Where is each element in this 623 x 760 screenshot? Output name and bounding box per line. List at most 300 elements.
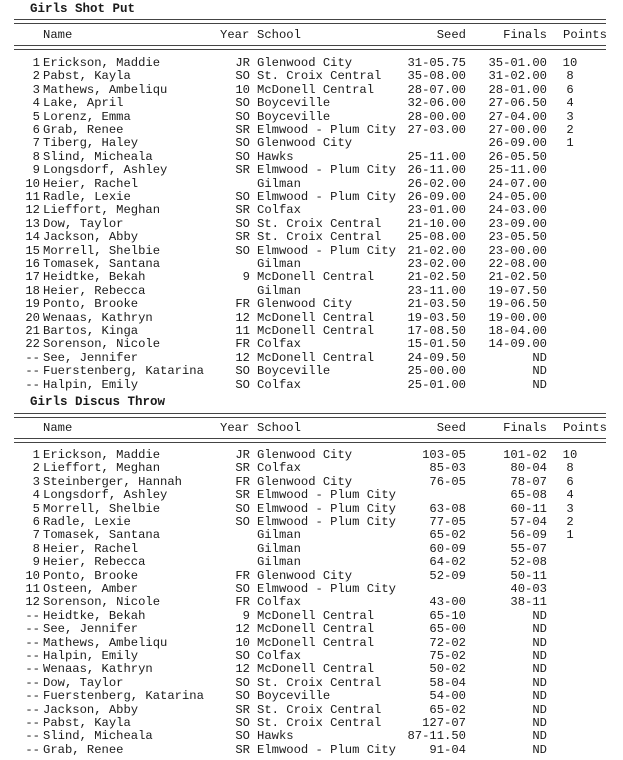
seed-mark: 85-03: [429, 461, 466, 476]
table-row: [0, 623, 623, 636]
finals-mark: 78-07: [510, 474, 547, 489]
result-place: --: [25, 622, 40, 637]
result-place: --: [25, 675, 40, 690]
result-place: 21: [25, 324, 40, 338]
athlete-year: SO: [235, 729, 250, 744]
seed-mark: 50-02: [429, 662, 466, 677]
result-place: 8: [32, 541, 40, 556]
seed-mark: 65-10: [429, 608, 466, 623]
school-name: St. Croix Central: [257, 675, 382, 690]
school-name: Gilman: [257, 555, 301, 570]
table-row: [0, 70, 623, 83]
athlete-year: SO: [235, 675, 250, 690]
seed-mark: 72-02: [429, 635, 466, 650]
points-value: 8: [566, 461, 574, 476]
athlete-year: SO: [235, 582, 250, 596]
finals-mark: 21-02.50: [488, 270, 547, 285]
event-title: Girls Shot Put: [30, 2, 136, 16]
athlete-year: SR: [235, 742, 250, 757]
points-value: 2: [566, 515, 574, 529]
athlete-year: JR: [235, 56, 250, 70]
finals-mark: 22-08.00: [488, 257, 547, 271]
athlete-name: Heidtke, Bekah: [43, 608, 146, 623]
athlete-year: 12: [235, 662, 250, 677]
athlete-name: Sorenson, Nicole: [43, 595, 161, 610]
school-name: McDonell Central: [257, 662, 375, 677]
athlete-name: Wenaas, Kathryn: [43, 662, 153, 677]
athlete-year: SR: [235, 461, 250, 476]
seed-mark: 26-09.00: [407, 190, 466, 204]
result-place: --: [25, 364, 40, 379]
athlete-year: SO: [235, 649, 250, 663]
result-place: 16: [25, 257, 40, 271]
result-place: 9: [32, 555, 40, 570]
result-place: 12: [25, 203, 40, 218]
result-place: 10: [25, 568, 40, 583]
finals-mark: 26-09.00: [488, 136, 547, 151]
athlete-name: Dow, Taylor: [43, 216, 124, 231]
table-row: [0, 298, 623, 311]
school-name: McDonell Central: [257, 622, 375, 637]
table-row: [0, 124, 623, 137]
school-name: Colfax: [257, 377, 301, 392]
school-name: McDonell Central: [257, 82, 375, 97]
result-place: 4: [32, 488, 40, 503]
athlete-name: Halpin, Emily: [43, 649, 139, 663]
seed-mark: 28-07.00: [407, 82, 466, 97]
seed-mark: 25-11.00: [407, 149, 466, 164]
school-name: St. Croix Central: [257, 716, 382, 730]
athlete-year: FR: [235, 337, 250, 352]
result-place: 13: [25, 216, 40, 231]
seed-mark: 76-05: [429, 474, 466, 489]
athlete-year: SR: [235, 203, 250, 218]
seed-mark: 35-08.00: [407, 69, 466, 84]
athlete-year: SR: [235, 230, 250, 245]
athlete-year: SO: [235, 243, 250, 258]
athlete-year: SO: [235, 689, 250, 704]
athlete-name: Heidtke, Bekah: [43, 270, 146, 285]
school-name: McDonell Central: [257, 635, 375, 650]
table-row: [0, 365, 623, 378]
finals-mark: 27-00.00: [488, 123, 547, 137]
result-place: --: [25, 716, 40, 730]
athlete-name: Bartos, Kinga: [43, 324, 139, 338]
seed-mark: 91-04: [429, 742, 466, 757]
seed-mark: 75-02: [429, 649, 466, 663]
result-place: --: [25, 377, 40, 392]
seed-mark: 23-02.00: [407, 257, 466, 271]
seed-mark: 87-11.50: [407, 729, 466, 744]
athlete-name: Erickson, Maddie: [43, 56, 161, 70]
finals-mark: 60-11: [510, 501, 547, 516]
athlete-name: Slind, Micheala: [43, 729, 153, 744]
seed-mark: 127-07: [422, 716, 466, 730]
athlete-year: FR: [235, 568, 250, 583]
seed-mark: 21-03.50: [407, 297, 466, 312]
athlete-year: SO: [235, 136, 250, 151]
finals-mark: 38-11: [510, 595, 547, 610]
school-name: Gilman: [257, 541, 301, 556]
result-place: 7: [32, 528, 40, 543]
athlete-name: Steinberger, Hannah: [43, 474, 182, 489]
athlete-name: Jackson, Abby: [43, 230, 139, 245]
seed-mark: 17-08.50: [407, 324, 466, 338]
result-place: 10: [25, 176, 40, 191]
athlete-name: Fuerstenberg, Katarina: [43, 364, 204, 379]
school-name: Elmwood - Plum City: [257, 243, 396, 258]
seed-mark: 25-01.00: [407, 377, 466, 392]
table-row: [0, 503, 623, 516]
finals-mark: 19-07.50: [488, 283, 547, 298]
table-row: [0, 744, 623, 757]
seed-mark: 43-00: [429, 595, 466, 610]
result-place: --: [25, 662, 40, 677]
athlete-year: SO: [235, 364, 250, 379]
table-row: [0, 570, 623, 583]
seed-mark: 52-09: [429, 568, 466, 583]
school-name: Glenwood City: [257, 136, 353, 151]
athlete-year: FR: [235, 595, 250, 610]
school-name: Gilman: [257, 176, 301, 191]
finals-mark: 80-04: [510, 461, 547, 476]
result-place: 3: [32, 474, 40, 489]
finals-mark: ND: [532, 377, 547, 392]
athlete-year: 12: [235, 622, 250, 637]
table-row: [0, 178, 623, 191]
table-row: [0, 650, 623, 663]
result-place: 3: [32, 82, 40, 97]
athlete-name: Lorenz, Emma: [43, 109, 131, 124]
seed-mark: 25-00.00: [407, 364, 466, 379]
finals-mark: 26-05.50: [488, 149, 547, 164]
athlete-year: FR: [235, 297, 250, 312]
finals-mark: ND: [532, 622, 547, 637]
seed-mark: 28-00.00: [407, 109, 466, 124]
school-name: Gilman: [257, 283, 301, 298]
seed-mark: 77-05: [429, 515, 466, 529]
table-row: [0, 677, 623, 690]
result-place: --: [25, 729, 40, 744]
school-name: Boyceville: [257, 109, 331, 124]
table-row: [0, 285, 623, 298]
school-name: McDonell Central: [257, 270, 375, 285]
finals-mark: 23-05.50: [488, 230, 547, 245]
seed-mark: 32-06.00: [407, 96, 466, 111]
athlete-year: SO: [235, 149, 250, 164]
athlete-year: JR: [235, 448, 250, 462]
athlete-year: 9: [242, 608, 250, 623]
result-place: 1: [32, 448, 40, 462]
seed-mark: 31-05.75: [407, 56, 466, 70]
finals-mark: 24-05.00: [488, 190, 547, 204]
points-value: 6: [566, 82, 574, 97]
result-place: 15: [25, 243, 40, 258]
table-row: [0, 543, 623, 556]
finals-mark: 31-02.00: [488, 69, 547, 84]
school-name: Colfax: [257, 337, 301, 352]
school-name: Elmwood - Plum City: [257, 742, 396, 757]
finals-mark: 19-00.00: [488, 310, 547, 325]
table-row: [0, 338, 623, 351]
table-row: [0, 516, 623, 529]
finals-mark: ND: [532, 662, 547, 677]
athlete-year: 9: [242, 270, 250, 285]
table-row: [0, 462, 623, 475]
school-name: St. Croix Central: [257, 702, 382, 717]
result-place: 5: [32, 109, 40, 124]
table-row: [0, 379, 623, 392]
col-points: Points: [563, 421, 607, 435]
school-name: Glenwood City: [257, 474, 353, 489]
school-name: Elmwood - Plum City: [257, 488, 396, 503]
finals-mark: 18-04.00: [488, 324, 547, 338]
table-row: [0, 204, 623, 217]
athlete-name: Mathews, Ambeliqu: [43, 635, 168, 650]
table-row: [0, 97, 623, 110]
school-name: Gilman: [257, 528, 301, 543]
col-school: School: [257, 28, 301, 42]
table-row: [0, 476, 623, 489]
table-row: [0, 556, 623, 569]
finals-mark: 50-11: [510, 568, 547, 583]
athlete-name: Heier, Rachel: [43, 176, 139, 191]
result-place: --: [25, 702, 40, 717]
finals-mark: 56-09: [510, 528, 547, 543]
school-name: St. Croix Central: [257, 230, 382, 245]
athlete-name: Tiberg, Haley: [43, 136, 139, 151]
column-header-row: [0, 422, 623, 435]
finals-mark: 19-06.50: [488, 297, 547, 312]
finals-mark: 23-00.00: [488, 243, 547, 258]
finals-mark: ND: [532, 608, 547, 623]
seed-mark: 63-08: [429, 501, 466, 516]
result-place: 7: [32, 136, 40, 151]
athlete-year: SR: [235, 123, 250, 137]
result-place: 6: [32, 123, 40, 137]
header-top-rule: [14, 19, 606, 24]
seed-mark: 103-05: [422, 448, 466, 462]
school-name: Elmwood - Plum City: [257, 515, 396, 529]
school-name: Elmwood - Plum City: [257, 163, 396, 178]
school-name: Glenwood City: [257, 297, 353, 312]
seed-mark: 26-11.00: [407, 163, 466, 178]
school-name: Colfax: [257, 595, 301, 610]
table-row: [0, 137, 623, 150]
school-name: Boyceville: [257, 689, 331, 704]
points-value: 1: [566, 528, 574, 543]
table-row: [0, 325, 623, 338]
athlete-name: Slind, Micheala: [43, 149, 153, 164]
result-place: 11: [25, 190, 40, 204]
seed-mark: 19-03.50: [407, 310, 466, 325]
school-name: Elmwood - Plum City: [257, 582, 396, 596]
finals-mark: 24-03.00: [488, 203, 547, 218]
finals-mark: 28-01.00: [488, 82, 547, 97]
result-place: --: [25, 689, 40, 704]
seed-mark: 65-02: [429, 528, 466, 543]
table-row: [0, 245, 623, 258]
athlete-year: SR: [235, 163, 250, 178]
result-place: 2: [32, 69, 40, 84]
athlete-year: 10: [235, 635, 250, 650]
col-seed: Seed: [436, 421, 466, 435]
result-place: --: [25, 608, 40, 623]
athlete-name: Halpin, Emily: [43, 377, 139, 392]
table-row: [0, 57, 623, 70]
table-row: [0, 489, 623, 502]
school-name: Colfax: [257, 649, 301, 663]
result-place: --: [25, 635, 40, 650]
result-place: 4: [32, 96, 40, 111]
result-place: 18: [25, 283, 40, 298]
col-year: Year: [220, 421, 250, 435]
school-name: Hawks: [257, 149, 294, 164]
header-bottom-rule: [14, 45, 606, 50]
table-row: [0, 352, 623, 365]
seed-mark: 65-02: [429, 702, 466, 717]
seed-mark: 23-11.00: [407, 283, 466, 298]
seed-mark: 21-02.50: [407, 270, 466, 285]
result-place: 11: [25, 582, 40, 596]
finals-mark: ND: [532, 689, 547, 704]
athlete-name: Radle, Lexie: [43, 190, 131, 204]
athlete-name: Longsdorf, Ashley: [43, 163, 168, 178]
seed-mark: 65-00: [429, 622, 466, 637]
col-year: Year: [220, 28, 250, 42]
table-row: [0, 449, 623, 462]
athlete-name: Tomasek, Santana: [43, 528, 161, 543]
athlete-name: Heier, Rebecca: [43, 283, 146, 298]
result-place: 2: [32, 461, 40, 476]
table-row: [0, 717, 623, 730]
finals-mark: 14-09.00: [488, 337, 547, 352]
finals-mark: 24-07.00: [488, 176, 547, 191]
school-name: St. Croix Central: [257, 69, 382, 84]
athlete-year: 12: [235, 310, 250, 325]
table-row: [0, 218, 623, 231]
athlete-year: SO: [235, 716, 250, 730]
athlete-year: SO: [235, 501, 250, 516]
athlete-name: Ponto, Brooke: [43, 297, 139, 312]
points-value: 3: [566, 501, 574, 516]
table-row: [0, 231, 623, 244]
athlete-name: Ponto, Brooke: [43, 568, 139, 583]
points-value: 1: [566, 136, 574, 151]
points-value: 10: [562, 448, 578, 462]
table-row: [0, 730, 623, 743]
column-header-row: [0, 29, 623, 42]
athlete-year: SO: [235, 515, 250, 529]
athlete-name: Mathews, Ambeliqu: [43, 82, 168, 97]
finals-mark: 40-03: [510, 582, 547, 596]
table-row: [0, 258, 623, 271]
school-name: Glenwood City: [257, 568, 353, 583]
table-row: [0, 704, 623, 717]
finals-mark: ND: [532, 742, 547, 757]
table-row: [0, 151, 623, 164]
athlete-year: SO: [235, 216, 250, 231]
col-name: Name: [43, 421, 73, 435]
finals-mark: 57-04: [510, 515, 547, 529]
athlete-year: 11: [235, 324, 250, 338]
table-row: [0, 164, 623, 177]
result-place: --: [25, 350, 40, 365]
school-name: Boyceville: [257, 364, 331, 379]
finals-mark: 27-04.00: [488, 109, 547, 124]
table-row: [0, 191, 623, 204]
result-place: 9: [32, 163, 40, 178]
athlete-name: Pabst, Kayla: [43, 716, 131, 730]
result-place: 8: [32, 149, 40, 164]
result-place: 14: [25, 230, 40, 245]
header-bottom-rule: [14, 438, 606, 443]
points-value: 6: [566, 474, 574, 489]
col-finals: Finals: [503, 28, 547, 42]
athlete-name: Osteen, Amber: [43, 582, 139, 596]
finals-mark: ND: [532, 350, 547, 365]
result-place: 19: [25, 297, 40, 312]
school-name: McDonell Central: [257, 350, 375, 365]
table-row: [0, 637, 623, 650]
seed-mark: 21-02.00: [407, 243, 466, 258]
athlete-name: See, Jennifer: [43, 350, 139, 365]
result-place: 22: [25, 337, 40, 352]
col-seed: Seed: [436, 28, 466, 42]
event-title: Girls Discus Throw: [30, 395, 166, 409]
athlete-year: SO: [235, 377, 250, 392]
school-name: McDonell Central: [257, 324, 375, 338]
athlete-name: Heier, Rachel: [43, 541, 139, 556]
table-row: [0, 111, 623, 124]
table-row: [0, 596, 623, 609]
finals-mark: 35-01.00: [488, 56, 547, 70]
athlete-name: Pabst, Kayla: [43, 69, 131, 84]
athlete-name: Jackson, Abby: [43, 702, 139, 717]
table-row: [0, 271, 623, 284]
school-name: Glenwood City: [257, 56, 353, 70]
athlete-year: SO: [235, 96, 250, 111]
athlete-name: Erickson, Maddie: [43, 448, 161, 462]
athlete-year: SR: [235, 488, 250, 503]
athlete-name: Grab, Renee: [43, 123, 124, 137]
points-value: 8: [566, 69, 574, 84]
seed-mark: 15-01.50: [407, 337, 466, 352]
athlete-year: SO: [235, 190, 250, 204]
finals-mark: 52-08: [510, 555, 547, 570]
athlete-name: Grab, Renee: [43, 742, 124, 757]
result-place: --: [25, 649, 40, 663]
school-name: Colfax: [257, 203, 301, 218]
athlete-name: Tomasek, Santana: [43, 257, 161, 271]
col-finals: Finals: [503, 421, 547, 435]
athlete-year: SO: [235, 109, 250, 124]
col-school: School: [257, 421, 301, 435]
finals-mark: ND: [532, 635, 547, 650]
header-top-rule: [14, 413, 606, 418]
col-name: Name: [43, 28, 73, 42]
finals-mark: ND: [532, 702, 547, 717]
athlete-name: Radle, Lexie: [43, 515, 131, 529]
school-name: Colfax: [257, 461, 301, 476]
finals-mark: 101-02: [503, 448, 547, 462]
points-value: 4: [566, 488, 574, 503]
athlete-name: Dow, Taylor: [43, 675, 124, 690]
points-value: 4: [566, 96, 574, 111]
finals-mark: 25-11.00: [488, 163, 547, 178]
result-place: --: [25, 742, 40, 757]
seed-mark: 27-03.00: [407, 123, 466, 137]
